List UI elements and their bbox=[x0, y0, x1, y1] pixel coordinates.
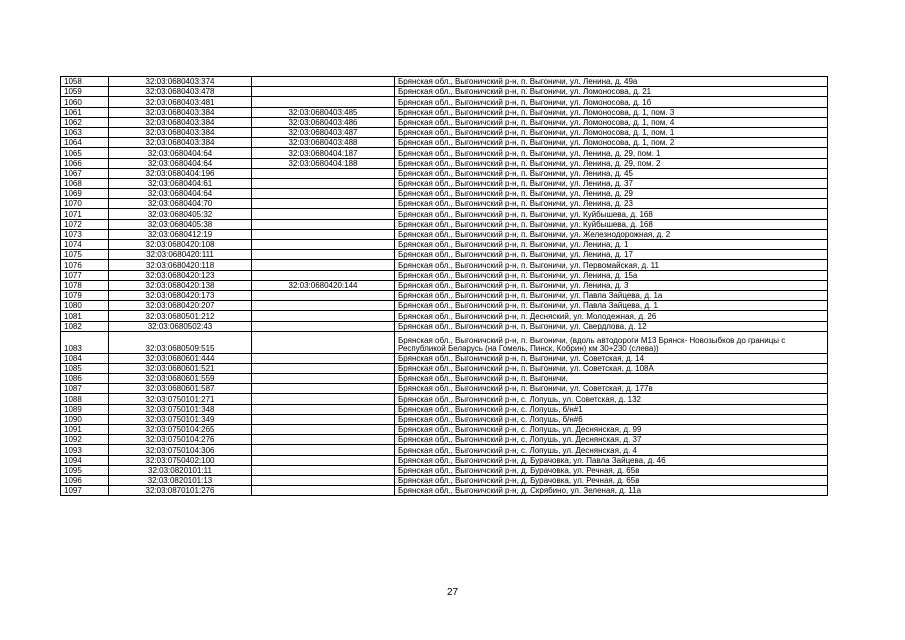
related-cadastral-number-cell bbox=[252, 250, 395, 260]
table-row bbox=[61, 189, 828, 199]
row-number-cell: 1069 bbox=[61, 189, 109, 199]
table-row bbox=[61, 384, 828, 394]
address-cell: Брянская обл., Выгоничский р-н, п. Выгоничи, ул. Ленина, д. 37 bbox=[395, 178, 828, 188]
address-cell: Брянская обл., Выгоничский р-н, п. Выгоничи, ул. Ломоносова, д. 1, пом. 1 bbox=[395, 127, 828, 137]
related-cadastral-number-cell bbox=[252, 199, 395, 209]
related-cadastral-number-cell bbox=[252, 353, 395, 363]
cadastral-number-cell: 32:03:0680501:212 bbox=[109, 311, 252, 321]
address-cell: Брянская обл., Выгоничский р-н, п. Выгоничи, ул. Ломоносова, д. 21 bbox=[395, 87, 828, 97]
row-number-cell: 1077 bbox=[61, 270, 109, 280]
table-row bbox=[61, 240, 828, 250]
address-cell: Брянская обл., Выгоничский р-н, д. Бурачовка, ул. Речная, д. 65в bbox=[395, 475, 828, 485]
address-cell: Брянская обл., Выгоничский р-н, п. Выгоничи, ул. Павла Зайцева, д. 1 bbox=[395, 301, 828, 311]
table-row bbox=[61, 486, 828, 496]
row-number-cell: 1092 bbox=[61, 435, 109, 445]
cadastral-number-cell: 32:03:0750104:276 bbox=[109, 435, 252, 445]
table-row bbox=[61, 127, 828, 137]
address-cell: Брянская обл., Выгоничский р-н, п. Выгоничи, ул. Ленина, д. 15а bbox=[395, 270, 828, 280]
address-cell: Брянская обл., Выгоничский р-н, п. Выгоничи, ул. Ломоносова, д. 1, пом. 4 bbox=[395, 117, 828, 127]
address-cell: Брянская обл., Выгоничский р-н, п. Выгоничи, ул. Ломоносова, д. 1б bbox=[395, 97, 828, 107]
related-cadastral-number-cell bbox=[252, 97, 395, 107]
cadastral-number-cell: 32:03:0680403:481 bbox=[109, 97, 252, 107]
related-cadastral-number-cell bbox=[252, 209, 395, 219]
cadastral-number-cell: 32:03:0680403:384 bbox=[109, 117, 252, 127]
related-cadastral-number-cell bbox=[252, 486, 395, 496]
cadastral-number-cell: 32:03:0680404:70 bbox=[109, 199, 252, 209]
related-cadastral-number-cell bbox=[252, 311, 395, 321]
row-number-cell: 1083 bbox=[61, 331, 109, 353]
related-cadastral-number-cell bbox=[252, 290, 395, 300]
address-cell: Брянская обл., Выгоничский р-н, п. Выгоничи, ул. Ленина, д. 49а bbox=[395, 77, 828, 87]
related-cadastral-number-cell bbox=[252, 475, 395, 485]
cadastral-number-cell: 32:03:0750101:349 bbox=[109, 414, 252, 424]
related-cadastral-number-cell: 32:03:0680403:486 bbox=[252, 117, 395, 127]
table-row bbox=[61, 374, 828, 384]
address-cell: Брянская обл., Выгоничский р-н, п. Выгоничи, ул. Ленина, д. 23 bbox=[395, 199, 828, 209]
cadastral-number-cell: 32:03:0680601:444 bbox=[109, 353, 252, 363]
address-cell: Брянская обл., Выгоничский р-н, п. Выгоничи, ул. Советская, д. 14 bbox=[395, 353, 828, 363]
address-cell: Брянская обл., Выгоничский р-н, п. Выгоничи, ул. Ленина, д. 3 bbox=[395, 280, 828, 290]
related-cadastral-number-cell bbox=[252, 331, 395, 353]
table-row bbox=[61, 475, 828, 485]
cadastral-number-cell: 32:03:0680420:138 bbox=[109, 280, 252, 290]
row-number-cell: 1091 bbox=[61, 425, 109, 435]
related-cadastral-number-cell bbox=[252, 414, 395, 424]
table-row bbox=[61, 445, 828, 455]
address-cell: Брянская обл., Выгоничский р-н, п. Выгоничи, ул. Ленина, д. 29 bbox=[395, 189, 828, 199]
cadastral-number-cell: 32:03:0680404:64 bbox=[109, 148, 252, 158]
address-cell: Брянская обл., Выгоничский р-н, п. Выгоничи, ул. Павла Зайцева, д. 1а bbox=[395, 290, 828, 300]
cadastral-number-cell: 32:03:0680403:374 bbox=[109, 77, 252, 87]
related-cadastral-number-cell bbox=[252, 374, 395, 384]
cadastral-number-cell: 32:03:0750101:271 bbox=[109, 394, 252, 404]
row-number-cell: 1094 bbox=[61, 455, 109, 465]
cadastral-number-cell: 32:03:0680405:32 bbox=[109, 209, 252, 219]
row-number-cell: 1065 bbox=[61, 148, 109, 158]
cadastral-number-cell: 32:03:0680601:521 bbox=[109, 363, 252, 373]
cadastral-number-cell: 32:03:0680420:111 bbox=[109, 250, 252, 260]
related-cadastral-number-cell bbox=[252, 168, 395, 178]
address-cell: Брянская обл., Выгоничский р-н, п. Выгоничи, ул. Железнодорожная, д. 2 bbox=[395, 229, 828, 239]
address-cell: Брянская обл., Выгоничский р-н, п. Выгоничи, ул. Первомайская, д. 11 bbox=[395, 260, 828, 270]
row-number-cell: 1078 bbox=[61, 280, 109, 290]
row-number-cell: 1080 bbox=[61, 301, 109, 311]
address-cell: Брянская обл., Выгоничский р-н, п. Десняский, ул. Молодежная, д. 26 bbox=[395, 311, 828, 321]
related-cadastral-number-cell bbox=[252, 260, 395, 270]
row-number-cell: 1071 bbox=[61, 209, 109, 219]
row-number-cell: 1060 bbox=[61, 97, 109, 107]
cadastral-number-cell: 32:03:0680403:384 bbox=[109, 107, 252, 117]
cadastral-number-cell: 32:03:0680502:43 bbox=[109, 321, 252, 331]
cadastral-number-cell: 32:03:0680404:196 bbox=[109, 168, 252, 178]
table-body bbox=[61, 77, 828, 496]
table-row bbox=[61, 260, 828, 270]
related-cadastral-number-cell bbox=[252, 435, 395, 445]
row-number-cell: 1097 bbox=[61, 486, 109, 496]
address-cell: Брянская обл., Выгоничский р-н, п. Выгоничи, ул. Советская, д. 108А bbox=[395, 363, 828, 373]
related-cadastral-number-cell: 32:03:0680404:187 bbox=[252, 148, 395, 158]
address-cell: Брянская обл., Выгоничский р-н, п. Выгоничи, ул. Советская, д. 177в bbox=[395, 384, 828, 394]
related-cadastral-number-cell bbox=[252, 240, 395, 250]
table-row bbox=[61, 158, 828, 168]
cadastral-number-cell: 32:03:0680403:384 bbox=[109, 138, 252, 148]
address-cell: Брянская обл., Выгоничский р-н, с. Лопушь, ул. Деснянская, д. 37 bbox=[395, 435, 828, 445]
row-number-cell: 1068 bbox=[61, 178, 109, 188]
cadastral-number-cell: 32:03:0680420:173 bbox=[109, 290, 252, 300]
table-row bbox=[61, 138, 828, 148]
row-number-cell: 1070 bbox=[61, 199, 109, 209]
related-cadastral-number-cell: 32:03:0680403:488 bbox=[252, 138, 395, 148]
row-number-cell: 1079 bbox=[61, 290, 109, 300]
related-cadastral-number-cell bbox=[252, 270, 395, 280]
row-number-cell: 1084 bbox=[61, 353, 109, 363]
table-row bbox=[61, 311, 828, 321]
cadastral-number-cell: 32:03:0680420:207 bbox=[109, 301, 252, 311]
address-cell: Брянская обл., Выгоничский р-н, п. Выгоничи, bbox=[395, 374, 828, 384]
address-cell: Брянская обл., Выгоничский р-н, п. Выгоничи, ул. Ленина, д. 45 bbox=[395, 168, 828, 178]
cadastral-number-cell: 32:03:0820101:11 bbox=[109, 465, 252, 475]
address-cell: Брянская обл., Выгоничский р-н, с. Лопушь, б/н#6 bbox=[395, 414, 828, 424]
table-row bbox=[61, 363, 828, 373]
related-cadastral-number-cell: 32:03:0680403:487 bbox=[252, 127, 395, 137]
cadastral-number-cell: 32:03:0680509:515 bbox=[109, 331, 252, 353]
cadastral-number-cell: 32:03:0750104:306 bbox=[109, 445, 252, 455]
address-cell: Брянская обл., Выгоничский р-н, п. Выгоничи, ул. Куйбышева, д. 168 bbox=[395, 209, 828, 219]
related-cadastral-number-cell bbox=[252, 394, 395, 404]
related-cadastral-number-cell bbox=[252, 445, 395, 455]
related-cadastral-number-cell bbox=[252, 384, 395, 394]
address-cell: Брянская обл., Выгоничский р-н, п. Выгоничи, ул. Ленина, д. 29, пом. 2 bbox=[395, 158, 828, 168]
cadastral-number-cell: 32:03:0680412:19 bbox=[109, 229, 252, 239]
address-cell: Брянская обл., Выгоничский р-н, с. Лопушь, ул. Советская, д. 132 bbox=[395, 394, 828, 404]
cadastral-number-cell: 32:03:0680405:38 bbox=[109, 219, 252, 229]
related-cadastral-number-cell: 32:03:0680420:144 bbox=[252, 280, 395, 290]
table-row bbox=[61, 425, 828, 435]
row-number-cell: 1093 bbox=[61, 445, 109, 455]
table-row bbox=[61, 117, 828, 127]
related-cadastral-number-cell bbox=[252, 321, 395, 331]
address-cell: Брянская обл., Выгоничский р-н, п. Выгоничи, ул. Ленина, д. 1 bbox=[395, 240, 828, 250]
address-cell: Брянская обл., Выгоничский р-н, д. Бурачовка, ул. Павла Зайцева, д. 46 bbox=[395, 455, 828, 465]
address-cell: Брянская обл., Выгоничский р-н, д. Бурачовка, ул. Речная, д. 65в bbox=[395, 465, 828, 475]
page-number: 27 bbox=[446, 587, 459, 598]
address-cell: Брянская обл., Выгоничский р-н, д. Скрябино, ул. Зеленая, д. 11а bbox=[395, 486, 828, 496]
table-row bbox=[61, 270, 828, 280]
row-number-cell: 1074 bbox=[61, 240, 109, 250]
cadastral-table bbox=[60, 76, 828, 496]
related-cadastral-number-cell bbox=[252, 455, 395, 465]
address-cell: Брянская обл., Выгоничский р-н, с. Лопушь, ул. Деснянская, д. 4 bbox=[395, 445, 828, 455]
table-row bbox=[61, 290, 828, 300]
table-row bbox=[61, 435, 828, 445]
related-cadastral-number-cell bbox=[252, 87, 395, 97]
table-row bbox=[61, 97, 828, 107]
related-cadastral-number-cell: 32:03:0680404:188 bbox=[252, 158, 395, 168]
table-row bbox=[61, 455, 828, 465]
address-cell: Брянская обл., Выгоничский р-н, п. Выгоничи, ул. Ломоносова, д. 1, пом. 2 bbox=[395, 138, 828, 148]
row-number-cell: 1063 bbox=[61, 127, 109, 137]
row-number-cell: 1089 bbox=[61, 404, 109, 414]
address-cell: Брянская обл., Выгоничский р-н, с. Лопушь, б/н#1 bbox=[395, 404, 828, 414]
row-number-cell: 1090 bbox=[61, 414, 109, 424]
related-cadastral-number-cell bbox=[252, 77, 395, 87]
cadastral-number-cell: 32:03:0680403:478 bbox=[109, 87, 252, 97]
table-row bbox=[61, 394, 828, 404]
related-cadastral-number-cell: 32:03:0680403:485 bbox=[252, 107, 395, 117]
table-row bbox=[61, 353, 828, 363]
row-number-cell: 1088 bbox=[61, 394, 109, 404]
table-row bbox=[61, 280, 828, 290]
table-row bbox=[61, 168, 828, 178]
row-number-cell: 1073 bbox=[61, 229, 109, 239]
cadastral-number-cell: 32:03:0680420:118 bbox=[109, 260, 252, 270]
row-number-cell: 1059 bbox=[61, 87, 109, 97]
cadastral-number-cell: 32:03:0680404:64 bbox=[109, 158, 252, 168]
cadastral-number-cell: 32:03:0870101:276 bbox=[109, 486, 252, 496]
cadastral-number-cell: 32:03:0680404:64 bbox=[109, 189, 252, 199]
table-row bbox=[61, 219, 828, 229]
related-cadastral-number-cell bbox=[252, 404, 395, 414]
cadastral-number-cell: 32:03:0750402:100 bbox=[109, 455, 252, 465]
related-cadastral-number-cell bbox=[252, 178, 395, 188]
table-row bbox=[61, 77, 828, 87]
address-cell: Брянская обл., Выгоничский р-н, п. Выгоничи, ул. Ленина, д. 17 bbox=[395, 250, 828, 260]
row-number-cell: 1075 bbox=[61, 250, 109, 260]
related-cadastral-number-cell bbox=[252, 301, 395, 311]
related-cadastral-number-cell bbox=[252, 465, 395, 475]
table-row bbox=[61, 148, 828, 158]
table-row bbox=[61, 107, 828, 117]
row-number-cell: 1085 bbox=[61, 363, 109, 373]
cadastral-number-cell: 32:03:0680601:587 bbox=[109, 384, 252, 394]
table-row bbox=[61, 321, 828, 331]
cadastral-number-cell: 32:03:0750104:265 bbox=[109, 425, 252, 435]
table-row bbox=[61, 465, 828, 475]
cadastral-number-cell: 32:03:0680420:123 bbox=[109, 270, 252, 280]
cadastral-number-cell: 32:03:0680420:108 bbox=[109, 240, 252, 250]
address-cell: Брянская обл., Выгоничский р-н, п. Выгоничи, (вдоль автодороги М13 Брянск- Новозыбков до границы с Республикой Беларусь (на Гомель, Пинск, Кобрин) км 30+230 (слева)) bbox=[395, 331, 828, 353]
related-cadastral-number-cell bbox=[252, 219, 395, 229]
cadastral-number-cell: 32:03:0680404:61 bbox=[109, 178, 252, 188]
row-number-cell: 1066 bbox=[61, 158, 109, 168]
row-number-cell: 1096 bbox=[61, 475, 109, 485]
address-cell: Брянская обл., Выгоничский р-н, п. Выгоничи, ул. Ленина, д. 29, пом. 1 bbox=[395, 148, 828, 158]
address-cell: Брянская обл., Выгоничский р-н, п. Выгоничи, ул. Свердлова, д. 12 bbox=[395, 321, 828, 331]
address-cell: Брянская обл., Выгоничский р-н, п. Выгоничи, ул. Куйбышева, д. 168 bbox=[395, 219, 828, 229]
related-cadastral-number-cell bbox=[252, 189, 395, 199]
cadastral-number-cell: 32:03:0820101:13 bbox=[109, 475, 252, 485]
table-row bbox=[61, 178, 828, 188]
cadastral-number-cell: 32:03:0680403:384 bbox=[109, 127, 252, 137]
row-number-cell: 1064 bbox=[61, 138, 109, 148]
row-number-cell: 1086 bbox=[61, 374, 109, 384]
row-number-cell: 1095 bbox=[61, 465, 109, 475]
related-cadastral-number-cell bbox=[252, 363, 395, 373]
cadastral-number-cell: 32:03:0750101:348 bbox=[109, 404, 252, 414]
related-cadastral-number-cell bbox=[252, 425, 395, 435]
row-number-cell: 1076 bbox=[61, 260, 109, 270]
table-row bbox=[61, 404, 828, 414]
cadastral-number-cell: 32:03:0680601:559 bbox=[109, 374, 252, 384]
address-cell: Брянская обл., Выгоничский р-н, с. Лопушь, ул. Деснянская, д. 99 bbox=[395, 425, 828, 435]
table-row bbox=[61, 331, 828, 353]
address-cell: Брянская обл., Выгоничский р-н, п. Выгоничи, ул. Ломоносова, д. 1, пом. 3 bbox=[395, 107, 828, 117]
row-number-cell: 1061 bbox=[61, 107, 109, 117]
row-number-cell: 1058 bbox=[61, 77, 109, 87]
row-number-cell: 1062 bbox=[61, 117, 109, 127]
table-row bbox=[61, 414, 828, 424]
table-row bbox=[61, 209, 828, 219]
table-row bbox=[61, 199, 828, 209]
row-number-cell: 1067 bbox=[61, 168, 109, 178]
row-number-cell: 1087 bbox=[61, 384, 109, 394]
row-number-cell: 1082 bbox=[61, 321, 109, 331]
row-number-cell: 1072 bbox=[61, 219, 109, 229]
table-row bbox=[61, 250, 828, 260]
table-row bbox=[61, 229, 828, 239]
table-row bbox=[61, 301, 828, 311]
row-number-cell: 1081 bbox=[61, 311, 109, 321]
table-row bbox=[61, 87, 828, 97]
related-cadastral-number-cell bbox=[252, 229, 395, 239]
